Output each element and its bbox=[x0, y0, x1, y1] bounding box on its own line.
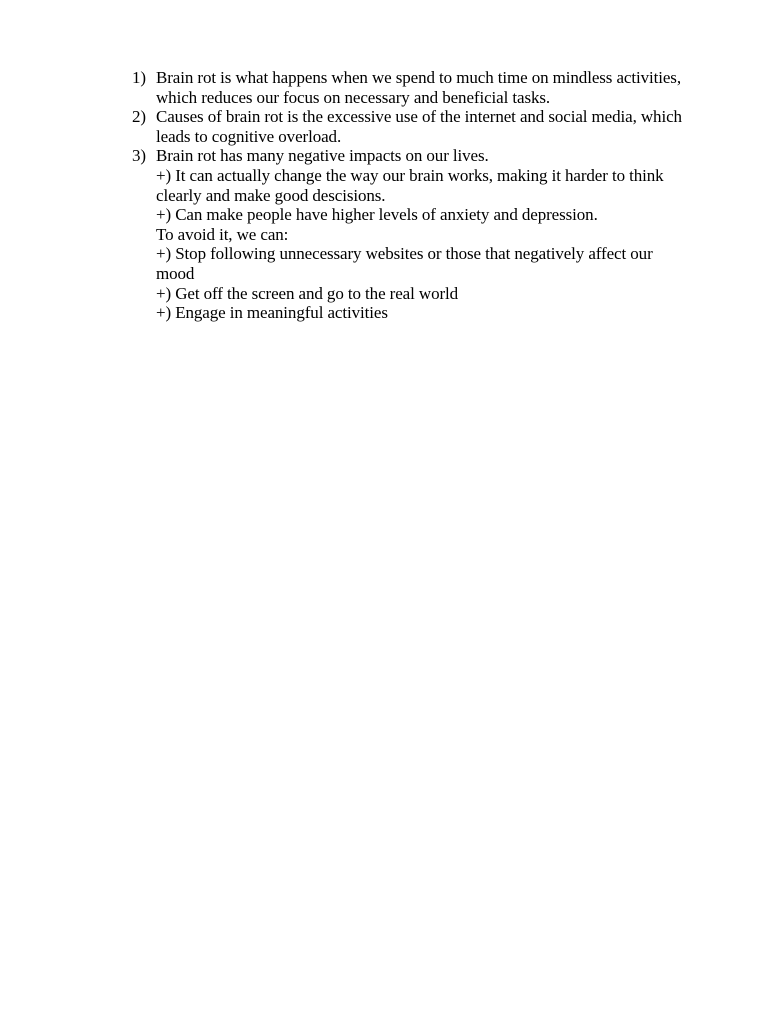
list-item-text bbox=[156, 146, 732, 322]
text-line: mood bbox=[156, 263, 195, 283]
list-item-text bbox=[156, 68, 732, 107]
text-line: clearly and make good descisions. bbox=[156, 185, 386, 205]
list-item-2 bbox=[132, 107, 732, 146]
text-line: To avoid it, we can: bbox=[156, 224, 289, 244]
list-item-1 bbox=[132, 68, 732, 107]
list-number: 2) bbox=[132, 107, 146, 127]
text-line: +) Get off the screen and go to the real world bbox=[156, 283, 459, 303]
list-number: 1) bbox=[132, 68, 146, 87]
text-line: which reduces our focus on necessary and beneficial tasks. bbox=[156, 87, 551, 107]
list-item-text bbox=[156, 107, 732, 146]
text-line: Causes of brain rot is the excessive use of the internet and social media, which bbox=[156, 107, 682, 127]
text-line: +) Engage in meaningful activities bbox=[156, 303, 388, 323]
numbered-list bbox=[132, 68, 732, 323]
text-line: leads to cognitive overload. bbox=[156, 126, 342, 146]
list-number: 3) bbox=[132, 146, 146, 166]
text-line: Brain rot has many negative impacts on our lives. bbox=[156, 146, 489, 166]
text-line: +) Stop following unnecessary websites or those that negatively affect our bbox=[156, 244, 653, 264]
text-line: +) Can make people have higher levels of anxiety and depression. bbox=[156, 205, 598, 225]
text-line: +) It can actually change the way our brain works, making it harder to think bbox=[156, 165, 664, 185]
list-item-3 bbox=[132, 146, 732, 322]
text-line: Brain rot is what happens when we spend to much time on mindless activities, bbox=[156, 68, 681, 87]
